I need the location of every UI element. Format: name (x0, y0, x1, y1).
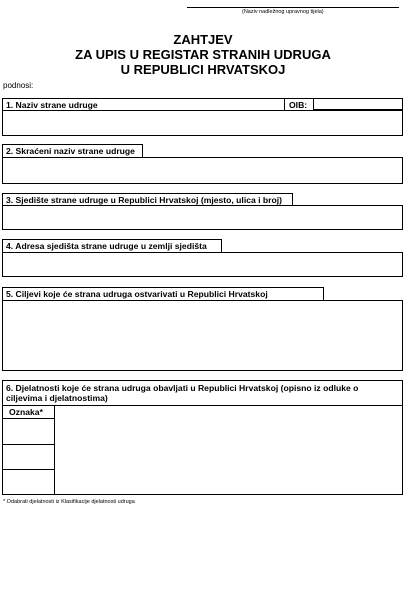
title-line-3: U REPUBLICI HRVATSKOJ (120, 62, 286, 77)
field-4-label: 4. Adresa sjedišta strane udruge u zemlji sjedišta (6, 241, 207, 251)
field-4-input[interactable] (2, 252, 403, 277)
activity-code-input-2[interactable] (2, 444, 55, 470)
field-2-input[interactable] (2, 157, 403, 184)
oib-label: OIB: (289, 100, 308, 110)
oib-divider (284, 98, 285, 110)
form-title (0, 32, 406, 77)
authority-caption: (Naziv nadležnog upravnog tijela) (242, 9, 324, 15)
activity-code-input-1[interactable] (2, 418, 55, 445)
footnote: * Odabrati djelatnosti iz Klasifikacije djelatnosti udruga (3, 499, 135, 505)
field-5-label: 5. Ciljevi koje će strana udruga ostvarivati u Republici Hrvatskoj (6, 289, 268, 299)
field-2-label: 2. Skraćeni naziv strane udruge (6, 146, 135, 156)
activity-description-input[interactable] (54, 405, 403, 495)
submitter-label: podnosi: (3, 81, 34, 90)
field-5-input[interactable] (2, 300, 403, 371)
authority-line (187, 7, 399, 8)
activity-code-input-3[interactable] (2, 469, 55, 495)
field-6-label-line-1: 6. Djelatnosti koje će strana udruga obavljati u Republici Hrvatskoj (opisno iz odluke o (6, 383, 359, 393)
title-line-2: ZA UPIS U REGISTAR STRANIH UDRUGA (75, 47, 331, 62)
title-line-1: ZAHTJEV (173, 32, 233, 47)
field-3-input[interactable] (2, 205, 403, 230)
field-6-label-line-2: ciljevima i djelatnostima) (6, 393, 108, 403)
field-1-input[interactable] (2, 110, 403, 136)
field-1-label: 1. Naziv strane udruge (6, 100, 98, 110)
oib-input[interactable] (313, 98, 403, 110)
activity-code-header-label: Oznaka* (9, 407, 43, 417)
field-3-label: 3. Sjedište strane udruge u Republici Hrvatskoj (mjesto, ulica i broj) (6, 195, 283, 205)
